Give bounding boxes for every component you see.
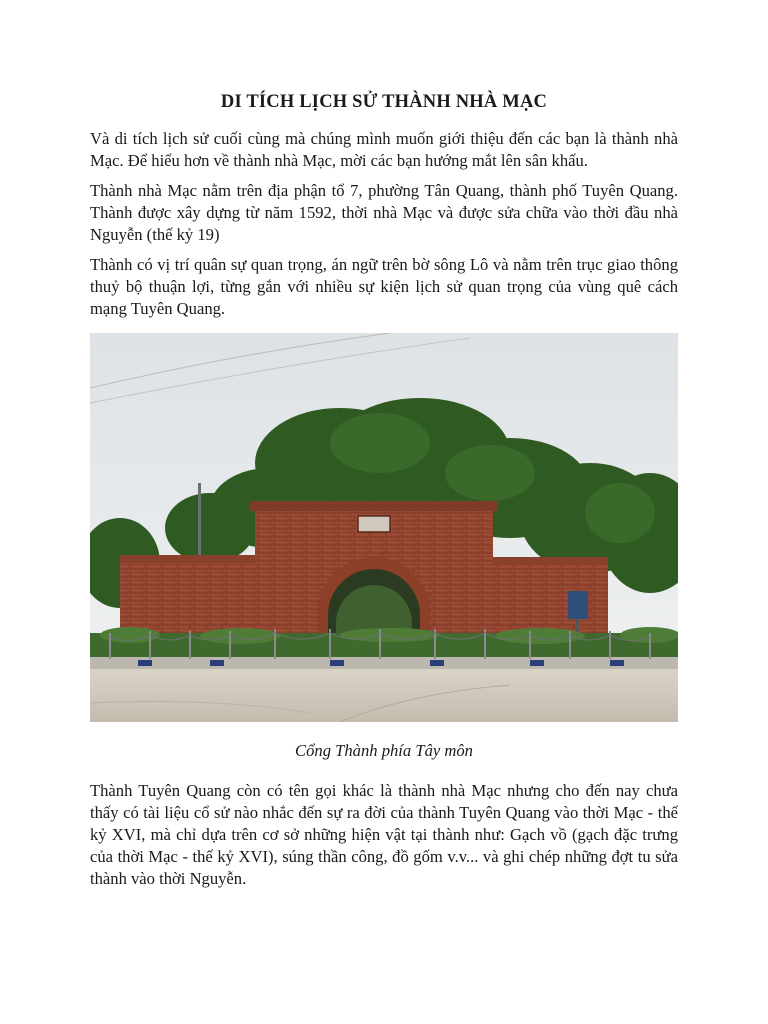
paragraph-location: Thành nhà Mạc nằm trên địa phận tổ 7, phường Tân Quang, thành phố Tuyên Quang. Thành được xây dựng từ năm 1592, thời nhà Mạc và được sửa chữa vào thời đầu nhà Nguyễn (thế kỷ 19) [90, 181, 678, 244]
curb [90, 657, 678, 669]
road [90, 669, 678, 722]
paragraph-intro: Và di tích lịch sử cuối cùng mà chúng mình muốn giới thiệu đến các bạn là thành nhà Mạc. Để hiểu hơn về thành nhà Mạc, mời các bạn hướng mắt lên sân khấu. [90, 129, 678, 170]
info-sign [568, 591, 588, 619]
citadel-gate-photo [90, 333, 678, 722]
paragraph-military-position: Thành có vị trí quân sự quan trọng, án ngữ trên bờ sông Lô và nằm trên trục giao thông thuỷ bộ thuận lợi, từng gắn với nhiều sự kiện lịch sử quan trọng của vùng quê cách mạng Tuyên Quang. [90, 255, 678, 318]
gate-plaque [358, 516, 390, 532]
figure-caption: Cổng Thành phía Tây môn [295, 741, 473, 760]
paragraph-history: Thành Tuyên Quang còn có tên gọi khác là thành nhà Mạc nhưng cho đến nay chưa thấy có tài liệu cổ sử nào nhắc đến sự ra đời của thành Tuyên Quang vào thời Mạc - thế kỷ XVI, mà chỉ dựa trên cơ sở những hiện vật tại thành như: Gạch vồ (gạch đặc trưng của thời Mạc - thế kỷ XVI), súng thần công, đồ gốm v.v... và ghi chép những đợt tu sửa thành vào thời Nguyễn. [90, 781, 678, 888]
page-title: DI TÍCH LỊCH SỬ THÀNH NHÀ MẠC [220, 92, 548, 112]
